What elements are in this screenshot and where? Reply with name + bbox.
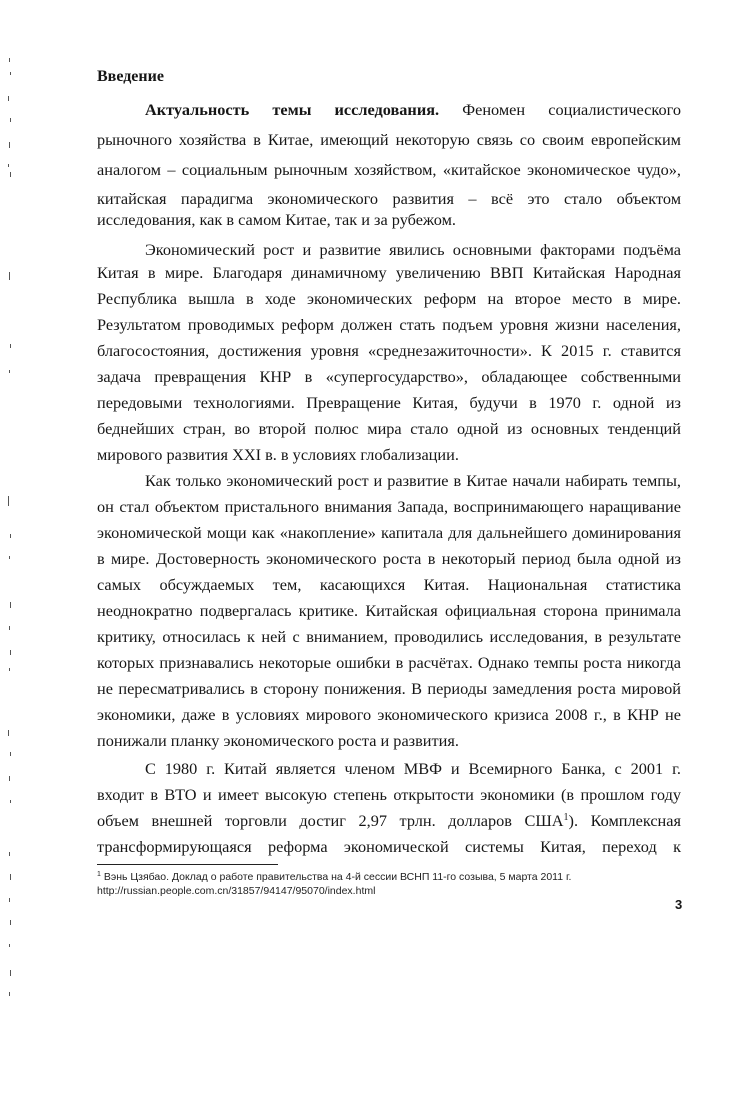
- paragraph-2-line-6: задача превращения КНР в «супергосударство», обладающее собственными: [97, 367, 681, 386]
- paragraph-1-line-3: аналогом – социальным рыночным хозяйством, «китайское экономическое чудо»,: [97, 160, 681, 179]
- paragraph-4-line-3: [97, 810, 681, 832]
- paragraph-2-line-8: беднейших стран, во второй полюс мира стало одной из основных тенденций: [97, 419, 681, 438]
- paragraph-1-lead: Актуальность темы исследования.: [145, 100, 440, 119]
- paragraph-1-line-1: [145, 99, 681, 121]
- paragraph-3-line-7: критику, относилась к ней с вниманием, проводились исследования, в результате: [97, 627, 681, 646]
- paragraph-3-line-1: Как только экономический рост и развитие в Китае начали набирать темпы,: [145, 471, 681, 490]
- paragraph-2-line-3: Республика вышла в ходе экономических реформ на второе место в мире.: [97, 289, 681, 308]
- paragraph-3-line-10: экономики, даже в условиях мирового экономического кризиса 2008 г., в КНР не: [97, 705, 681, 724]
- footnote-line-1: [97, 870, 697, 884]
- page-number: 3: [675, 897, 683, 912]
- paragraph-2-line-9: мирового развития XXI в. в условиях глобализации.: [97, 445, 459, 464]
- paragraph-1-line-2: рыночного хозяйства в Китае, имеющий некоторую связь со своим европейским: [97, 130, 681, 149]
- paragraph-1-line-4: китайская парадигма экономического развития – всё это стало объектом: [97, 189, 681, 208]
- paragraph-1-line-1-text: Феномен социалистического: [462, 100, 681, 119]
- paragraph-2-line-5: благосостояния, достижения уровня «среднезажиточности». К 2015 г. ставится: [97, 341, 681, 360]
- paragraph-3-line-5: самых обсуждаемых тем, касающихся Китая. Национальная статистика: [97, 575, 681, 594]
- paragraph-3-line-11: понижали планку экономического роста и развития.: [97, 731, 459, 750]
- paragraph-3-line-9: не пересматривались в сторону понижения. В периоды замедления роста мировой: [97, 679, 681, 698]
- scan-margin-specks: [0, 0, 20, 1100]
- paragraph-3-line-3: экономической мощи как «накопление» капитала для дальнейшего доминирования: [97, 523, 681, 542]
- footnote-separator: [97, 864, 278, 865]
- paragraph-2-line-7: передовыми технологиями. Превращение Китая, будучи в 1970 г. одной из: [97, 393, 681, 412]
- paragraph-3-line-4: в мире. Достоверность экономического роста в некоторый период была одной из: [97, 549, 681, 568]
- paragraph-2-line-1: Экономический рост и развитие явились основными факторами подъёма: [145, 240, 681, 259]
- paragraph-4-line-1: С 1980 г. Китай является членом МВФ и Всемирного Банка, с 2001 г.: [145, 759, 681, 778]
- paragraph-2-line-2: Китая в мире. Благодаря динамичному увеличению ВВП Китайская Народная: [97, 263, 681, 282]
- paragraph-3-line-2: он стал объектом пристального внимания Запада, воспринимающего наращивание: [97, 497, 681, 516]
- footnote-url[interactable]: http://russian.people.com.cn/31857/94147/95070/index.html: [97, 885, 376, 897]
- paragraph-4-line-4: трансформирующаяся реформа экономической системы Китая, переход к: [97, 837, 681, 856]
- paragraph-4-line-3-text: объем внешней торговли достиг 2,97 трлн. долларов США: [97, 811, 564, 830]
- paragraph-3-line-6: неоднократно подвергалась критике. Китайская официальная сторона принимала: [97, 601, 681, 620]
- section-heading: Введение: [97, 68, 164, 85]
- footnote-marker: 1: [97, 871, 101, 878]
- paragraph-4-line-2: входит в ВТО и имеет высокую степень открытости экономики (в прошлом году: [97, 785, 681, 804]
- paragraph-3-line-8: которых признавались некоторые ошибки в расчётах. Однако темпы роста никогда: [97, 653, 681, 672]
- footnote-text: Вэнь Цзябао. Доклад о работе правительства на 4-й сессии ВСНП 11-го созыва, 5 марта 2011 г.: [103, 871, 572, 883]
- paragraph-1-line-5: исследования, как в самом Китае, так и за рубежом.: [97, 210, 456, 229]
- footnote-reference[interactable]: 1: [563, 812, 569, 823]
- paragraph-2-line-4: Результатом проводимых реформ должен стать подъем уровня жизни населения,: [97, 315, 681, 334]
- paragraph-4-line-3-tail: ). Комплексная: [568, 811, 681, 830]
